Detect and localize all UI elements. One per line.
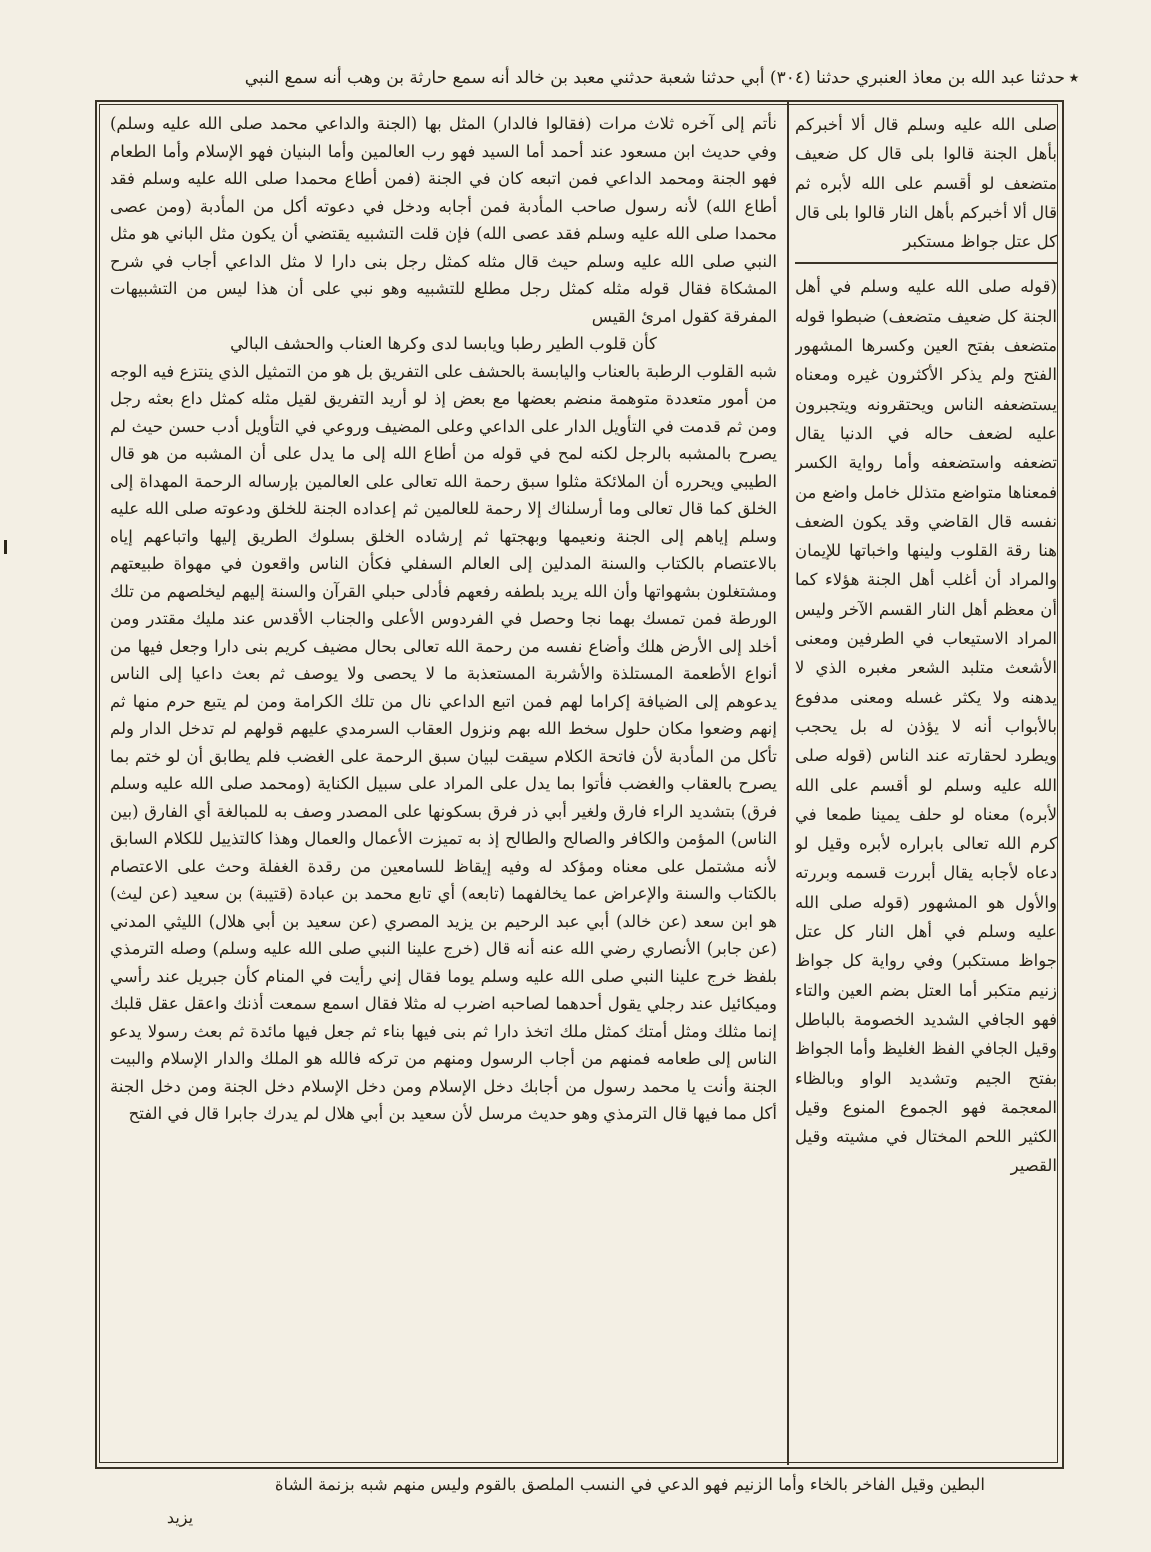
column-divider (787, 100, 789, 1465)
catchword: يزيد (166, 1508, 194, 1527)
side-hadith-text: صلى الله عليه وسلم قال ألا أخبركم بأهل الجنة قالوا بلى قال كل ضعيف متضعف لو أقسم على الله لأبره ثم قال ألا أخبركم بأهل النار قالوا بلى قال كل عتل جواظ مستكبر (795, 115, 1057, 252)
main-paragraph-1: نأتم إلى آخره ثلاث مرات (فقالوا فالدار) المثل بها (الجنة والداعي محمد صلى الله عليه وسلم) وفي حديث ابن مسعود عند أحمد أما السيد فهو رب العالمين وأما البنيان فهو الإسلام وأما الطعام فهو الجنة ومحمد الداعي فمن اتبعه كان في الجنة (فمن أطاع محمدا صلى الله عليه وسلم فقد أطاع الله) لأنه رسول صاحب المأدبة فمن أجابه ودخل في دعوته أكل من المأدبة (ومن عصى محمدا صلى الله عليه وسلم فقد عصى الله) فإن قلت التشبيه يقتضي أن يكون مثل الباني هو مثل النبي صلى الله عليه وسلم حيث قال مثله كمثل رجل بنى دارا لا مثل الداعي أجاب في شرح المشكاة فقال قوله مثله كمثل رجل مطلع للتشبيه وهو نبي على أن هذا ليس من التشبيهات المفرقة كقول امرئ القيس (110, 114, 777, 326)
main-column (110, 110, 777, 1460)
page-header-hadith: حدثنا عبد الله بن معاذ العنبري حدثنا (٣٠٤) أبي حدثنا شعبة حدثني معبد بن خالد أنه سمع حارثة بن وهب أنه سمع النبي (244, 68, 1065, 88)
side-commentary: (قوله صلى الله عليه وسلم في أهل الجنة كل ضعيف متضعف) ضبطوا قوله متضعف بفتح العين وكسرها المشهور الفتح ولم يذكر الأكثرون غيره ومعناه يستضعفه الناس ويحتقرونه ويتجبرون عليه لضعف حاله في الدنيا يقال تضعفه واستضعفه وأما رواية الكسر فمعناها متواضع متذلل خامل واضع من نفسه قال القاضي وقد يكون الضعف هنا رقة القلوب ولينها واخباتها للإيمان والمراد أن أغلب أهل الجنة هؤلاء كما أن معظم أهل النار القسم الآخر وليس المراد الاستيعاب في الطرفين ومعنى الأشعث متلبد الشعر مغبره الذي لا يدهنه ولا يكثر غسله ومعنى مدفوع بالأبواب أنه لا يؤذن له بل يحجب ويطرد لحقارته عند الناس (قوله صلى الله عليه وسلم لو أقسم على الله لأبره) معناه لو حلف يمينا طمعا في كرم الله تعالى بابراره لأبره وقيل لو دعاه لأجابه يقال أبررت قسمه وبررته والأول هو المشهور (قوله صلى الله عليه وسلم في أهل النار كل عتل جواظ مستكبر) وفي رواية كل جواظ زنيم متكبر أما العتل بضم العين والتاء فهو الجافي الشديد الخصومة بالباطل وقيل الجافي الفظ الغليظ وأما الجواظ بفتح الجيم وتشديد الواو وبالظاء المعجمة فهو الجموع المنوع وقيل الكثير اللحم المختال في مشيته وقيل القصير (795, 277, 1057, 1176)
page-footer-line: البطين وقيل الفاخر بالخاء وأما الزنيم فهو الدعي في النسب الملصق بالقوم وليس منهم شبه بزنمة الشاة (274, 1475, 985, 1494)
margin-mark (4, 540, 7, 554)
side-separator (795, 262, 1057, 264)
poetry-verse: كأن قلوب الطير رطبا ويابسا لدى وكرها العناب والحشف البالي (230, 334, 657, 353)
asterisk-mark: ٭ (1068, 65, 1080, 89)
side-column (795, 110, 1057, 1460)
main-paragraph-2: شبه القلوب الرطبة بالعناب واليابسة بالحشف على التفريق بل هو من التمثيل الذي ينتزع فيه الوجه من أمور متعددة متوهمة منضم بعضها مع بعض إذ لو أريد التفريق لقيل مثله كمثل داع بعثه رجل ومن ثم قدمت في التأويل الدار على الداعي وعلى المضيف وروعي في التأويل أدب حسن حيث لم يصرح بالمشبه بالرجل لكنه لمح في قوله من أطاع الله إلى ما يدل على أن المشبه من هو قال الطيبي ويحرره أن الملائكة مثلوا سبق رحمة الله تعالى على العالمين بإرساله الرحمة المهداة إلى الخلق كما قال تعالى وما أرسلناك إلا رحمة للعالمين ثم إعداده الجنة للخلق ودعوته صلى الله عليه وسلم إياهم إلى الجنة ونعيمها وبهجتها ثم إرشاده الخلق بسلوك الطريق إليها واتباعهم إياه بالاعتصام بالكتاب والسنة المدلين إلى العالم السفلي فكأن الناس واقعون في مهواة طبيعتهم ومشتغلون بشهواتها وأن الله يريد بلطفه رفعهم فأدلى حبلي القرآن والسنة إليهم ليخلصهم من تلك الورطة فمن تمسك بهما نجا وحصل في الفردوس الأعلى والجناب الأقدس عند مليك مقتدر ومن أخلد إلى الأرض هلك وأضاع نفسه من رحمة الله تعالى بحال مضيف كريم بنى دارا وجعل فيها من أنواع الأطعمة المستلذة والأشربة المستعذبة ما لا يحصى ولا يوصف ثم بعث داعيا إلى الناس يدعوهم إلى الضيافة إكراما لهم فمن اتبع الداعي نال من تلك الكرامة ومن لم يتبع حرم منها ثم إنهم وضعوا مكان حلول سخط الله بهم ونزول العقاب السرمدي عليهم قولهم لم تدخل الدار ولم تأكل من المأدبة لأن فاتحة الكلام سيقت لبيان سبق الرحمة على الغضب فلم يطابق أن لو ختم بما يصرح بالعقاب والغضب فأتوا بما يدل على المراد على سبيل الكناية (ومحمد صلى الله عليه وسلم فرق) بتشديد الراء فارق ولغير أبي ذر فرق بسكونها على المصدر وصف به للمبالغة أي الفارق (بين الناس) المؤمن والكافر والصالح والطالح إذ به تميزت الأعمال والعمال وهذا كالتذييل للكلام السابق لأنه مشتمل على معناه ومؤكد له وفيه إيقاظ للسامعين من رقدة الغفلة وحث على الاعتصام بالكتاب والسنة والإعراض عما يخالفهما (تابعه) أي تابع محمد بن عبادة (قتيبة) بن سعيد (عن ليث) هو ابن سعد (عن خالد) أبي عبد الرحيم بن يزيد المصري (عن سعيد بن أبي هلال) الليثي المدني (عن جابر) الأنصاري رضي الله عنه أنه قال (خرج علينا النبي صلى الله عليه وسلم) وصله الترمذي بلفظ خرج علينا النبي صلى الله عليه وسلم يوما فقال إني رأيت في المنام كأن جبريل عند رأسي وميكائيل عند رجلي يقول أحدهما لصاحبه اضرب له مثلا فقال اسمع سمعت أذنك واعقل عقل قلبك إنما مثلك ومثل أمتك كمثل ملك اتخذ دارا ثم بنى فيها بناء ثم جعل فيها مائدة ثم بعث رسولا يدعو الناس إلى طعامه فمنهم من أجاب الرسول ومنهم من تركه فالله هو الملك والدار الإسلام والبيت الجنة وأنت يا محمد رسول من أجابك دخل الإسلام ومن دخل الإسلام دخل الجنة ومن دخل الجنة أكل مما فيها قال الترمذي وهو حديث مرسل لأن سعيد بن أبي هلال لم يدرك جابرا قال في الفتح (110, 361, 777, 1123)
